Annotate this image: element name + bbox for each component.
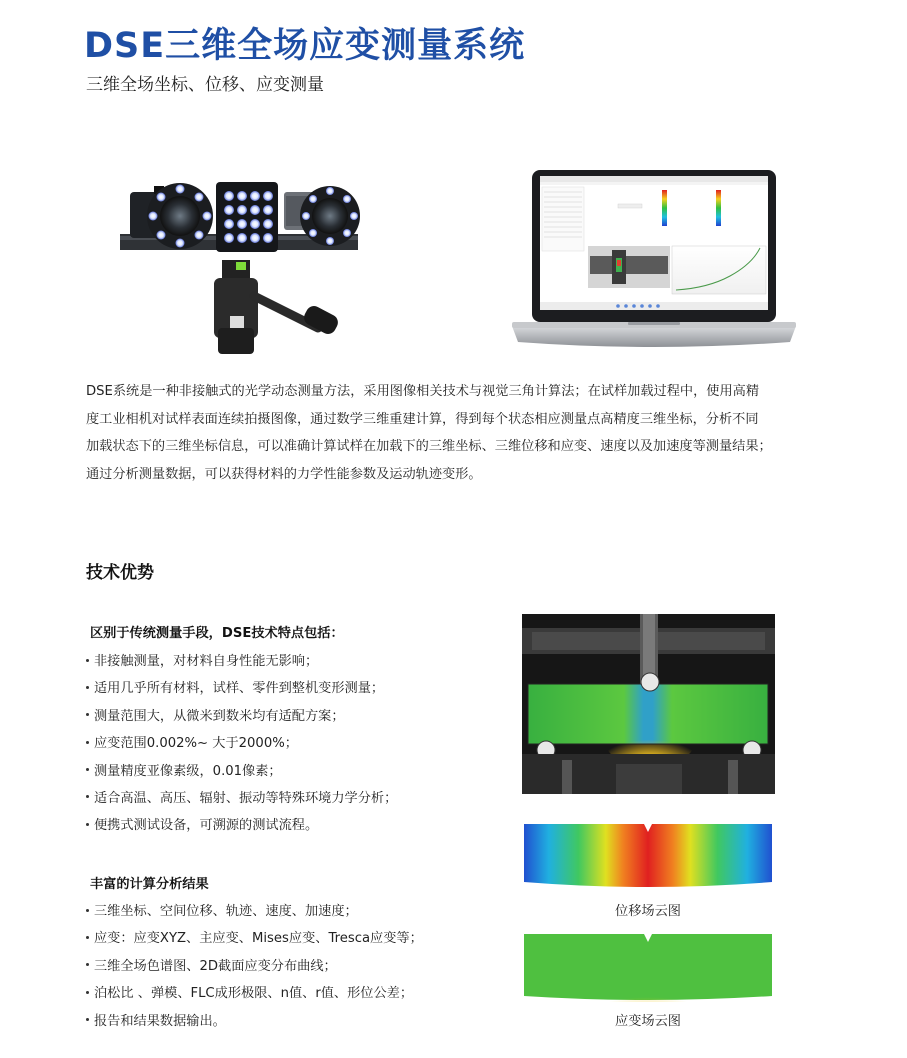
list-item: 适用几乎所有材料，试样、零件到整机变形测量；: [86, 675, 397, 702]
bullet-icon: [86, 795, 89, 798]
laptop-software-image: [508, 170, 800, 356]
bullet-icon: [86, 936, 89, 939]
bullet-icon: [86, 991, 89, 994]
list-item: 适合高温、高压、辐射、振动等特殊环境力学分析；: [86, 785, 397, 812]
list-item: 便携式测试设备，可溯源的测试流程。: [86, 812, 397, 839]
list-item: 应变：应变XYZ、主应变、Mises应变、Tresca应变等；: [86, 925, 423, 952]
bullet-icon: [86, 1018, 89, 1021]
list-item: 三维坐标、空间位移、轨迹、速度、加速度；: [86, 898, 423, 925]
list-item: 测量精度亚像素级，0.01像素；: [86, 758, 397, 785]
list-item: 三维全场色谱图、2D截面应变分布曲线；: [86, 953, 423, 980]
bending-test-photo: [522, 614, 775, 794]
feature-list: [86, 648, 397, 840]
stereo-camera-image: [118, 178, 364, 358]
bullet-icon: [86, 713, 89, 716]
intro-line: 加载状态下的三维坐标信息，可以准确计算试样在加载下的三维坐标、三维位移和应变、速度以及加速度等测量结果；: [86, 439, 772, 454]
list-item: 应变范围0.002%~ 大于2000%；: [86, 730, 397, 757]
intro-line: DSE系统是一种非接触式的光学动态测量方法，采用图像相关技术与视觉三角计算法；在试样加载过程中，使用高精: [86, 384, 760, 399]
bullet-icon: [86, 963, 89, 966]
intro-line: 通过分析测量数据，可以获得材料的力学性能参数及运动轨迹变形。: [86, 466, 482, 482]
strain-field-map: [522, 930, 774, 1002]
bullet-icon: [86, 741, 89, 744]
bullet-icon: [86, 686, 89, 689]
list-item: 非接触测量，对材料自身性能无影响；: [86, 648, 397, 675]
intro-paragraph: [86, 378, 846, 488]
section-heading-advantages: 技术优势: [86, 563, 154, 583]
bullet-icon: [86, 768, 89, 771]
list-item: 测量范围大，从微米到数米均有适配方案；: [86, 703, 397, 730]
bullet-icon: [86, 823, 89, 826]
page-title: DSE三维全场应变测量系统: [84, 26, 526, 66]
displacement-caption: 位移场云图: [615, 904, 681, 919]
list-item: 泊松比 、弹模、FLC成形极限、n值、r值、形位公差；: [86, 980, 423, 1007]
page-subtitle: 三维全场坐标、位移、应变测量: [86, 75, 324, 95]
displacement-field-map: [522, 820, 774, 892]
intro-line: 度工业相机对试样表面连续拍摄图像，通过数学三维重建计算，得到每个状态相应测量点高精度三维坐标，分析不同: [86, 411, 759, 427]
strain-caption: 应变场云图: [615, 1014, 681, 1029]
results-heading: 丰富的计算分析结果: [90, 877, 209, 892]
list-item: 报告和结果数据输出。: [86, 1008, 423, 1035]
features-heading: 区别于传统测量手段，DSE技术特点包括：: [90, 626, 344, 641]
bullet-icon: [86, 659, 89, 662]
bullet-icon: [86, 909, 89, 912]
result-list: [86, 898, 423, 1035]
